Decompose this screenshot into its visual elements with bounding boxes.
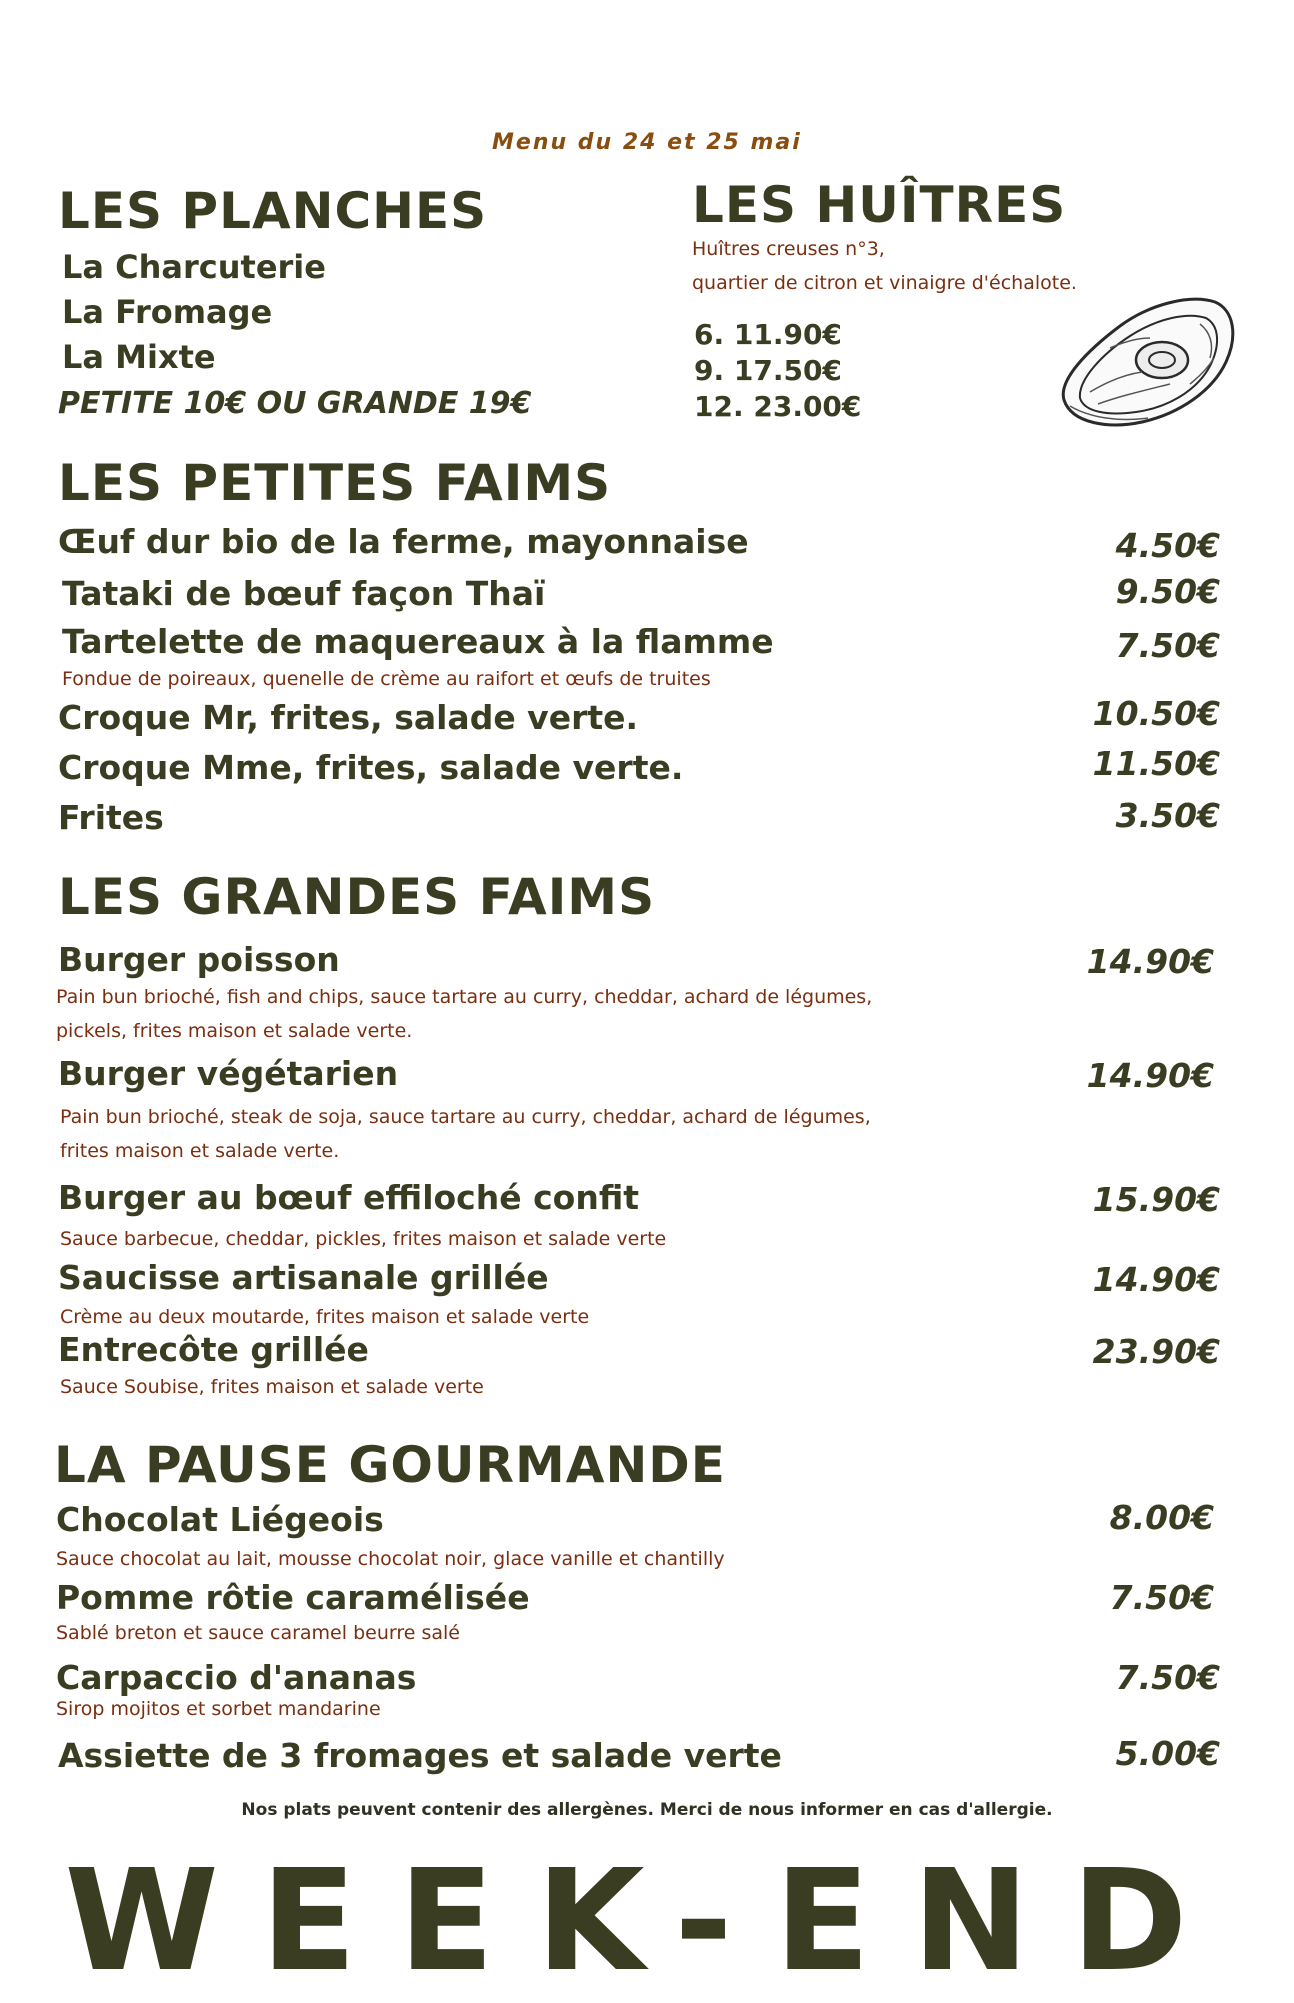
menu-item-price: 14.90€ xyxy=(1086,942,1214,981)
menu-item-desc: Fondue de poireaux, quenelle de crème au raifort et œufs de truites xyxy=(62,668,711,690)
menu-item-price: 7.50€ xyxy=(1115,1658,1220,1697)
menu-item-desc: Sirop mojitos et sorbet mandarine xyxy=(56,1698,381,1720)
menu-item-name: Assiette de 3 fromages et salade verte xyxy=(58,1736,782,1775)
weekend-banner: WEEK-END xyxy=(64,1840,1230,2003)
menu-item-price: 7.50€ xyxy=(1109,1578,1214,1617)
menu-item-desc: Pain bun brioché, fish and chips, sauce tartare au curry, cheddar, achard de légumes, xyxy=(56,986,873,1008)
menu-item-price: 4.50€ xyxy=(1115,526,1220,565)
planche-item: La Mixte xyxy=(62,338,216,376)
menu-item-price: 23.90€ xyxy=(1092,1332,1220,1371)
oyster-icon xyxy=(1050,288,1240,438)
menu-item-price: 7.50€ xyxy=(1115,626,1220,665)
menu-item-name: Croque Mme, frites, salade verte. xyxy=(58,748,684,787)
menu-item-name: Carpaccio d'ananas xyxy=(56,1658,417,1697)
menu-item-name: Chocolat Liégeois xyxy=(56,1500,384,1539)
section-title-planches: LES PLANCHES xyxy=(58,182,488,240)
menu-item-desc: Sablé breton et sauce caramel beurre salé xyxy=(56,1622,460,1644)
menu-item-desc: Sauce Soubise, frites maison et salade verte xyxy=(60,1376,484,1398)
menu-item-name: Croque Mr, frites, salade verte. xyxy=(58,698,639,737)
menu-item-price: 14.90€ xyxy=(1092,1260,1220,1299)
menu-item-price: 9.50€ xyxy=(1115,572,1220,611)
allergen-notice: Nos plats peuvent contenir des allergènes. Merci de nous informer en cas d'allergie. xyxy=(241,1800,1053,1820)
menu-item-desc: Pain bun brioché, steak de soja, sauce tartare au curry, cheddar, achard de légumes, xyxy=(60,1106,871,1128)
section-title-pause-gourmande: LA PAUSE GOURMANDE xyxy=(54,1436,726,1494)
menu-item-price: 14.90€ xyxy=(1086,1056,1214,1095)
section-title-grandes-faims: LES GRANDES FAIMS xyxy=(58,868,656,926)
menu-item-name: Tartelette de maquereaux à la flamme xyxy=(62,622,774,661)
planches-price-line: PETITE 10€ OU GRANDE 19€ xyxy=(58,386,532,421)
menu-item-price: 3.50€ xyxy=(1115,796,1220,835)
menu-item-name: Œuf dur bio de la ferme, mayonnaise xyxy=(58,522,749,561)
planche-item: La Charcuterie xyxy=(62,248,326,286)
menu-item-name: Burger végétarien xyxy=(58,1054,399,1093)
huitres-price: 6. 11.90€ xyxy=(694,318,842,351)
menu-item-name: Burger au bœuf effiloché confit xyxy=(58,1178,640,1217)
huitres-desc: quartier de citron et vinaigre d'échalote. xyxy=(692,272,1077,294)
menu-item-name: Entrecôte grillée xyxy=(58,1330,369,1369)
menu-item-name: Tataki de bœuf façon Thaï xyxy=(62,574,546,613)
menu-item-price: 10.50€ xyxy=(1092,694,1220,733)
menu-item-desc: Sauce chocolat au lait, mousse chocolat noir, glace vanille et chantilly xyxy=(56,1548,725,1570)
menu-item-desc: Sauce barbecue, cheddar, pickles, frites maison et salade verte xyxy=(60,1228,667,1250)
menu-item-desc: frites maison et salade verte. xyxy=(60,1140,340,1162)
huitres-price: 9. 17.50€ xyxy=(694,354,842,387)
menu-item-name: Saucisse artisanale grillée xyxy=(58,1258,549,1297)
menu-item-name: Burger poisson xyxy=(58,940,340,979)
planche-item: La Fromage xyxy=(62,293,273,331)
menu-item-price: 5.00€ xyxy=(1115,1734,1220,1773)
huitres-price: 12. 23.00€ xyxy=(694,390,862,423)
menu-item-desc: Crème au deux moutarde, frites maison et salade verte xyxy=(60,1306,590,1328)
menu-item-price: 11.50€ xyxy=(1092,744,1220,783)
menu-item-price: 8.00€ xyxy=(1109,1498,1214,1537)
menu-item-name: Frites xyxy=(58,798,164,837)
menu-item-name: Pomme rôtie caramélisée xyxy=(56,1578,530,1617)
section-title-huitres: LES HUÎTRES xyxy=(692,176,1067,234)
menu-item-desc: pickels, frites maison et salade verte. xyxy=(56,1020,413,1042)
huitres-desc: Huîtres creuses n°3, xyxy=(692,238,885,260)
menu-item-price: 15.90€ xyxy=(1092,1180,1220,1219)
section-title-petites-faims: LES PETITES FAIMS xyxy=(58,454,612,512)
menu-date: Menu du 24 et 25 mai xyxy=(492,130,802,155)
